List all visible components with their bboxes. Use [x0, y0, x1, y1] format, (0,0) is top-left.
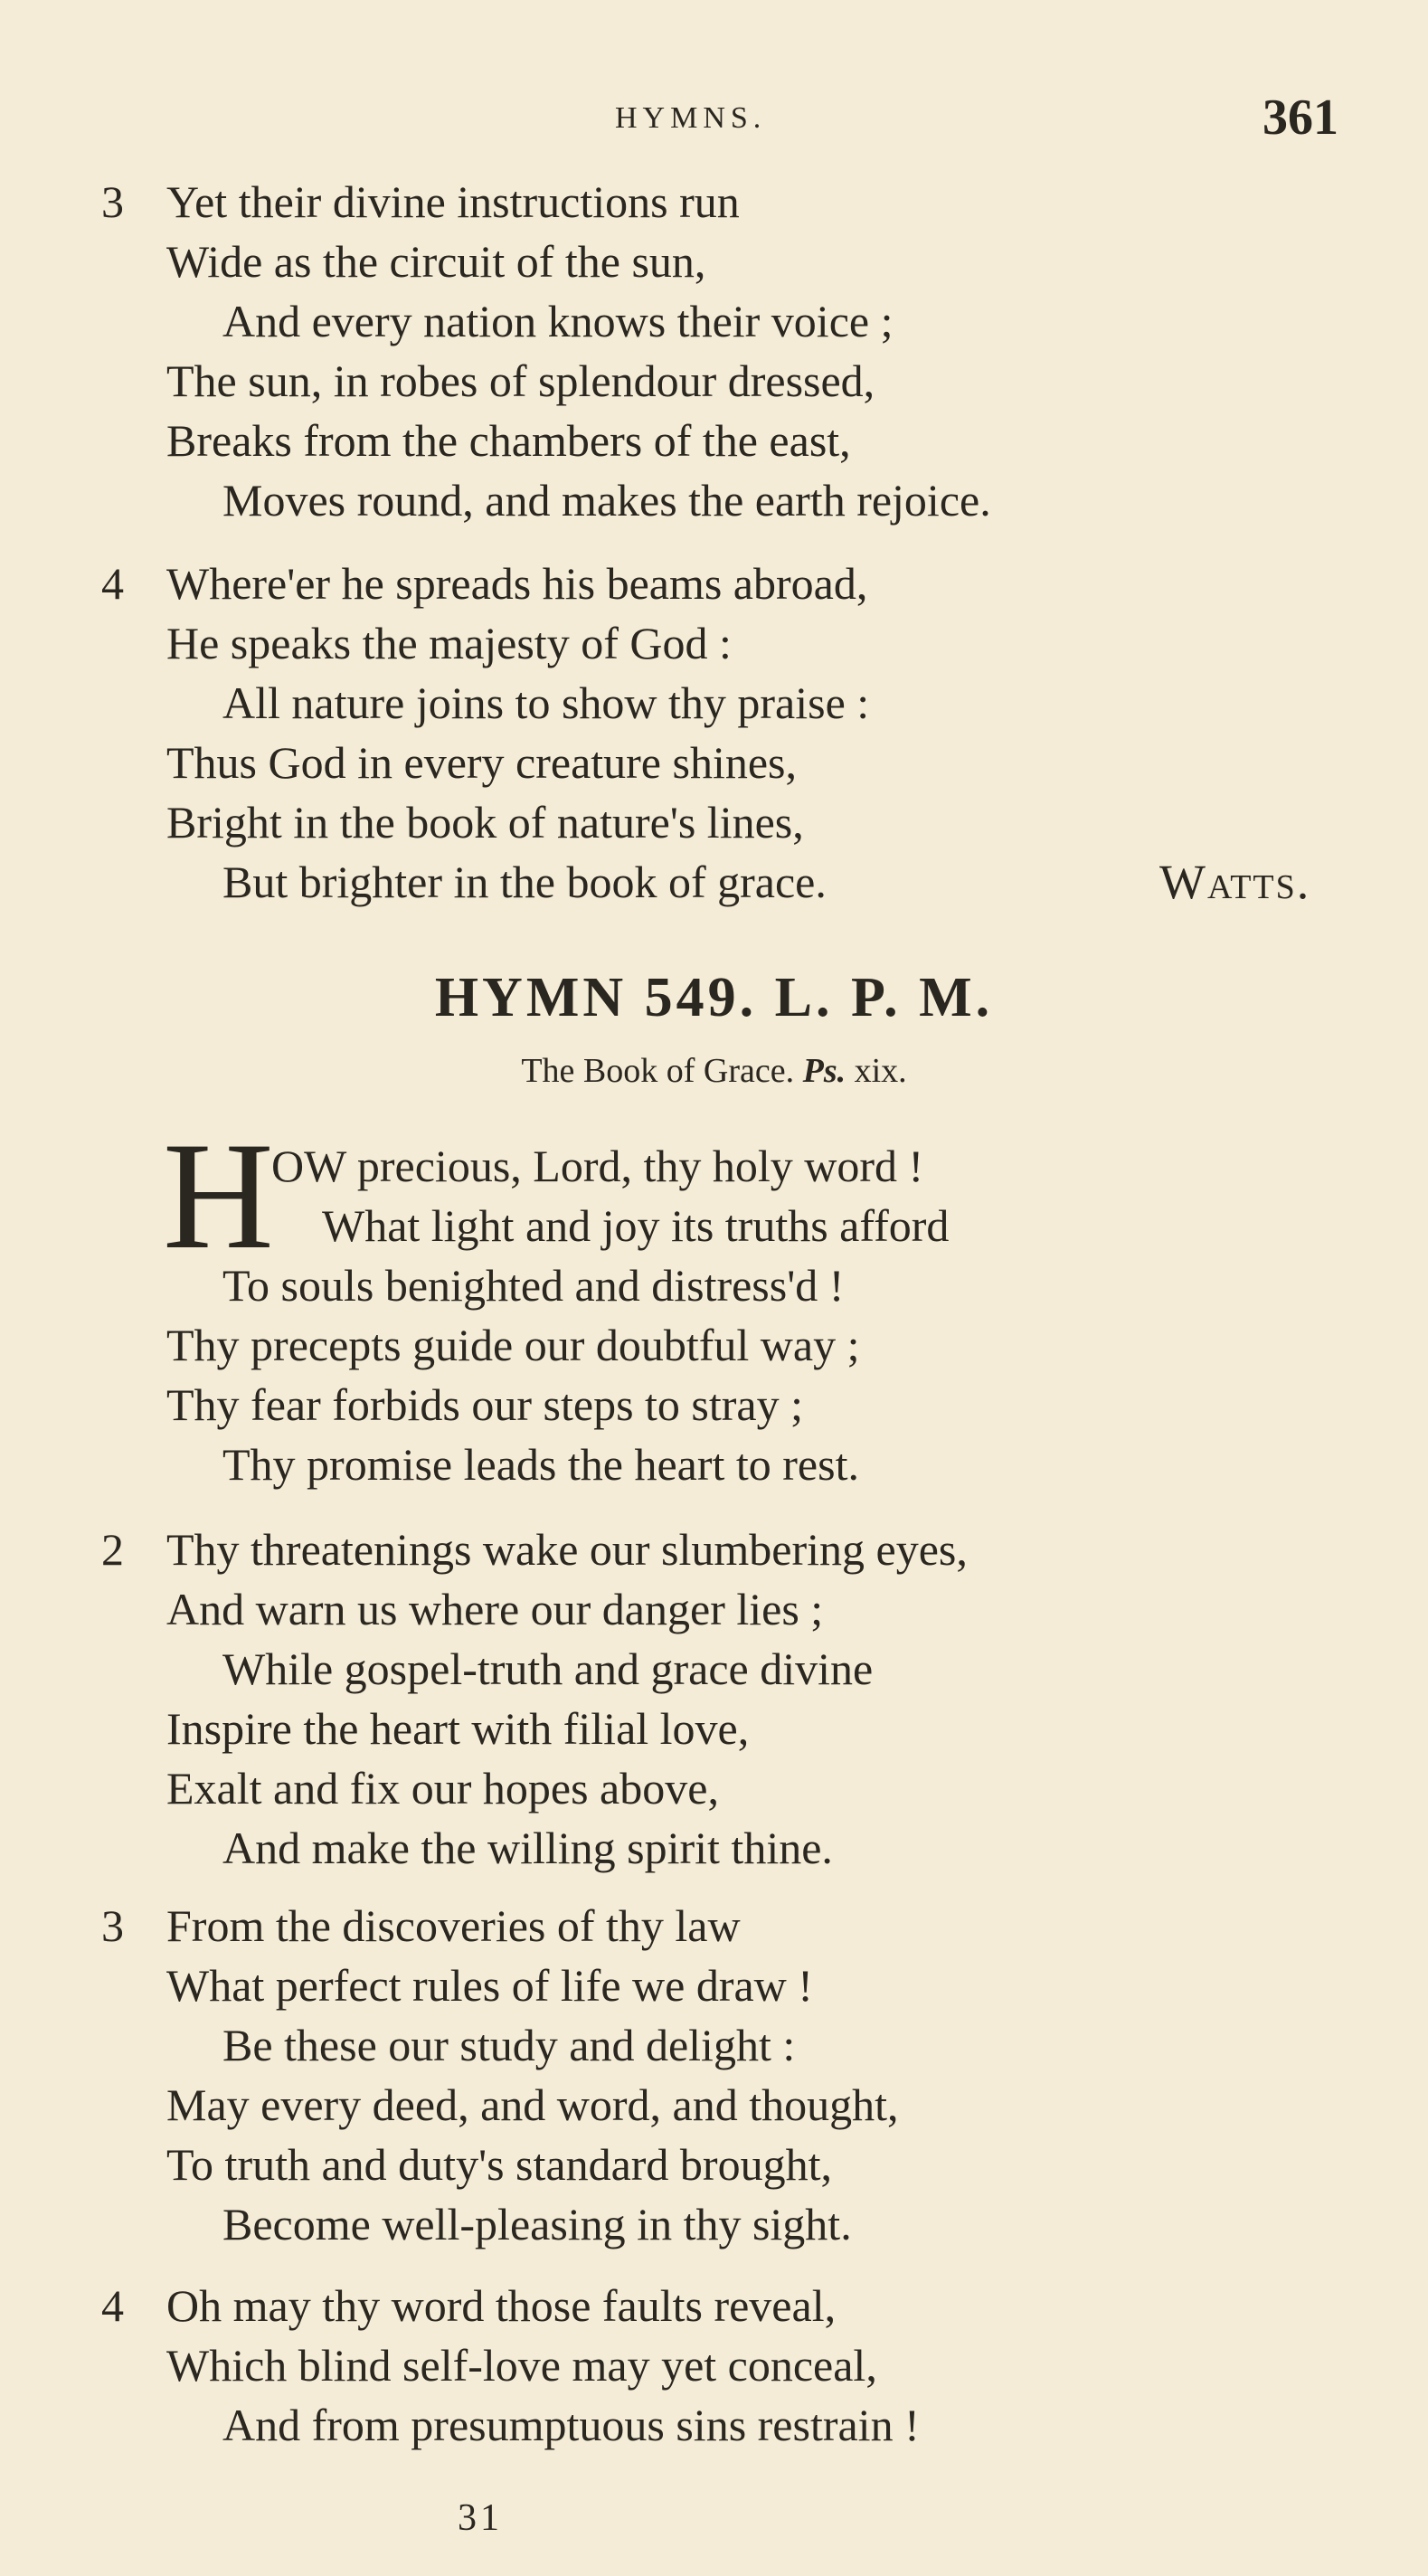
- verse-line: But brighter in the book of grace.: [222, 857, 827, 907]
- author-attribution: Watts.: [1159, 855, 1311, 909]
- verse-line: May every deed, and word, and thought,: [166, 2079, 899, 2130]
- verse-line: Where'er he spreads his beams abroad,: [166, 558, 868, 609]
- verse-line: Which blind self-love may yet conceal,: [166, 2340, 877, 2391]
- verse-line: Yet their divine instructions run: [166, 176, 740, 227]
- verse-line: Thus God in every creature shines,: [166, 737, 797, 788]
- verse-line: Become well-pleasing in thy sight.: [222, 2199, 852, 2249]
- verse-line: Inspire the heart with filial love,: [166, 1703, 750, 1754]
- verse-line: Oh may thy word those faults reveal,: [166, 2280, 837, 2331]
- verse-line: Moves round, and makes the earth rejoice.: [222, 475, 991, 526]
- verse-line: Thy precepts guide our doubtful way ;: [166, 1320, 860, 1370]
- verse-number: 3: [101, 1900, 124, 1951]
- verse-line: Bright in the book of nature's lines,: [166, 797, 804, 848]
- verse-number: 4: [101, 558, 124, 609]
- verse-line: And make the willing spirit thine.: [222, 1823, 833, 1873]
- signature-mark: 31: [458, 2497, 503, 2539]
- verse-line: To souls benighted and distress'd !: [222, 1260, 845, 1311]
- hymn-title: HYMN 549. L. P. M.: [434, 967, 994, 1028]
- verse-line: What perfect rules of life we draw !: [166, 1960, 813, 2011]
- scripture-num: xix.: [854, 1052, 907, 1090]
- verse-line: OW precious, Lord, thy holy word !: [271, 1141, 924, 1191]
- verse-line: Exalt and fix our hopes above,: [166, 1763, 719, 1814]
- subtitle-text: The Book of Grace.: [521, 1052, 795, 1090]
- verse-number: 4: [101, 2280, 124, 2331]
- verse-line: Thy fear forbids our steps to stray ;: [166, 1379, 804, 1430]
- verse-line: Thy threatenings wake our slumbering eyes,: [166, 1524, 968, 1575]
- verse-line: Be these our study and delight :: [222, 2020, 796, 2070]
- verse-line: And every nation knows their voice ;: [222, 296, 894, 346]
- verse-line: And from presumptuous sins restrain !: [222, 2400, 920, 2450]
- verse-line: To truth and duty's standard brought,: [166, 2139, 832, 2190]
- drop-cap: H: [163, 1111, 274, 1281]
- running-head: HYMNS.: [615, 101, 767, 135]
- verse-line: All nature joins to show thy praise :: [222, 677, 870, 728]
- verse-line: And warn us where our danger lies ;: [166, 1584, 824, 1634]
- verse-line: From the discoveries of thy law: [166, 1900, 741, 1951]
- verse-number: 3: [101, 176, 124, 227]
- verse-number: 2: [101, 1524, 124, 1575]
- verse-line: Breaks from the chambers of the east,: [166, 415, 851, 466]
- verse-line: Wide as the circuit of the sun,: [166, 236, 706, 287]
- verse-line: What light and joy its truths afford: [322, 1200, 950, 1251]
- hymn-subtitle: [0, 1051, 1428, 1091]
- verse-line: Thy promise leads the heart to rest.: [222, 1439, 859, 1490]
- scripture-abbrev: Ps.: [802, 1052, 846, 1090]
- verse-line: He speaks the majesty of God :: [166, 618, 732, 668]
- page-number: 361: [1263, 90, 1338, 146]
- verse-line: The sun, in robes of splendour dressed,: [166, 355, 875, 406]
- verse-line: While gospel-truth and grace divine: [222, 1643, 874, 1694]
